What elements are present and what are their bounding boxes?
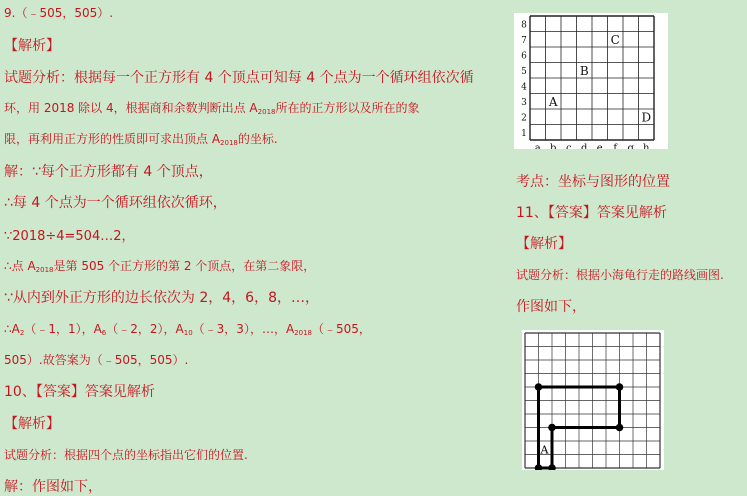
turtle-path-vertex bbox=[548, 424, 556, 432]
grid1-row-label: 6 bbox=[521, 51, 527, 62]
solution-line-7: 505）.故答案为（﹣505，505）. bbox=[4, 353, 189, 367]
answer-10-heading: 10、【答案】答案见解析 bbox=[4, 384, 155, 400]
turtle-path-vertex bbox=[616, 424, 624, 432]
grid1-row-label: 1 bbox=[521, 128, 527, 139]
solution-line-6: $\therefore A_2(﹣1$，1），$A_6(﹣2$，2），$A_{10}(﹣3$，3），…，$A_{2018}(﹣505$， bbox=[4, 322, 371, 337]
coordinate-grid-figure bbox=[514, 13, 668, 149]
grid1-row-label: 8 bbox=[521, 20, 527, 31]
analysis-line-1: 试题分析：根据每一个正方形有 4 个顶点可知每 4 个点为一个循环组依次循 bbox=[4, 70, 474, 86]
analysis-heading-10: 【解析】 bbox=[4, 416, 60, 432]
grid1-row-label: 2 bbox=[521, 113, 527, 124]
answer-11-heading: 11、【答案】答案见解析 bbox=[516, 205, 667, 221]
coordinate-grid-svg bbox=[514, 13, 668, 149]
draw-label-10: 解：作图如下， bbox=[4, 479, 102, 495]
turtle-path-vertex bbox=[535, 464, 543, 470]
solution-line-3: ∵2018÷4=504…2， bbox=[4, 229, 135, 244]
analysis-11-line: 试题分析：根据小海龟行走的路线画图. bbox=[516, 268, 724, 282]
grid1-point-b: B bbox=[579, 63, 589, 78]
analysis-heading: 【解析】 bbox=[4, 38, 60, 54]
analysis-line-2: 环，用 2018 除以 4，根据商和余数判断出点 $A_{2018}$所在的正方形以及所在的象 bbox=[4, 101, 420, 116]
grid1-col-label: b bbox=[550, 143, 557, 149]
analysis-10-line: 试题分析：根据四个点的坐标指出它们的位置. bbox=[4, 448, 248, 462]
grid1-col-label: d bbox=[581, 143, 588, 149]
grid1-col-label: a bbox=[534, 143, 541, 149]
grid1-row-label: 4 bbox=[521, 82, 527, 93]
turtle-path-vertex bbox=[616, 383, 624, 391]
draw-label-11: 作图如下， bbox=[516, 299, 586, 315]
solution-line-2: ∴每 4 个点为一个循环组依次循环， bbox=[4, 195, 227, 211]
grid1-point-c: C bbox=[610, 32, 620, 47]
grid1-row-label: 5 bbox=[521, 66, 527, 77]
grid2-label-a: A bbox=[540, 443, 549, 457]
turtle-path-figure bbox=[522, 330, 664, 470]
grid1-col-label: c bbox=[565, 143, 572, 149]
grid1-col-label: f bbox=[613, 143, 618, 149]
grid1-col-label: g bbox=[627, 143, 634, 149]
grid1-point-a: A bbox=[548, 94, 558, 109]
grid1-point-d: D bbox=[641, 110, 652, 125]
kaodian-label: 考点：坐标与图形的位置 bbox=[516, 174, 670, 190]
solution-line-4: ∴点 $A_{2018}$是第 505 个正方形的第 2 个顶点，在第二象限， bbox=[4, 259, 316, 274]
solution-line-1: 解：∵每个正方形都有 4 个顶点， bbox=[4, 164, 213, 180]
turtle-path-vertex bbox=[548, 464, 556, 470]
analysis-heading-11: 【解析】 bbox=[516, 236, 572, 252]
grid1-col-label: e bbox=[596, 143, 603, 149]
answer-9: 9.（﹣505，505）. bbox=[4, 6, 114, 20]
grid1-col-label: h bbox=[643, 143, 650, 149]
grid1-row-label: 3 bbox=[521, 97, 527, 108]
grid1-row-label: 7 bbox=[521, 35, 527, 46]
analysis-line-3: 限，再利用正方形的性质即可求出顶点 $A_{2018}$的坐标. bbox=[4, 132, 278, 147]
turtle-path-vertex bbox=[535, 383, 543, 391]
turtle-path-svg bbox=[522, 330, 664, 470]
solution-line-5: ∵从内到外正方形的边长依次为 2，4，6，8，…， bbox=[4, 290, 319, 306]
